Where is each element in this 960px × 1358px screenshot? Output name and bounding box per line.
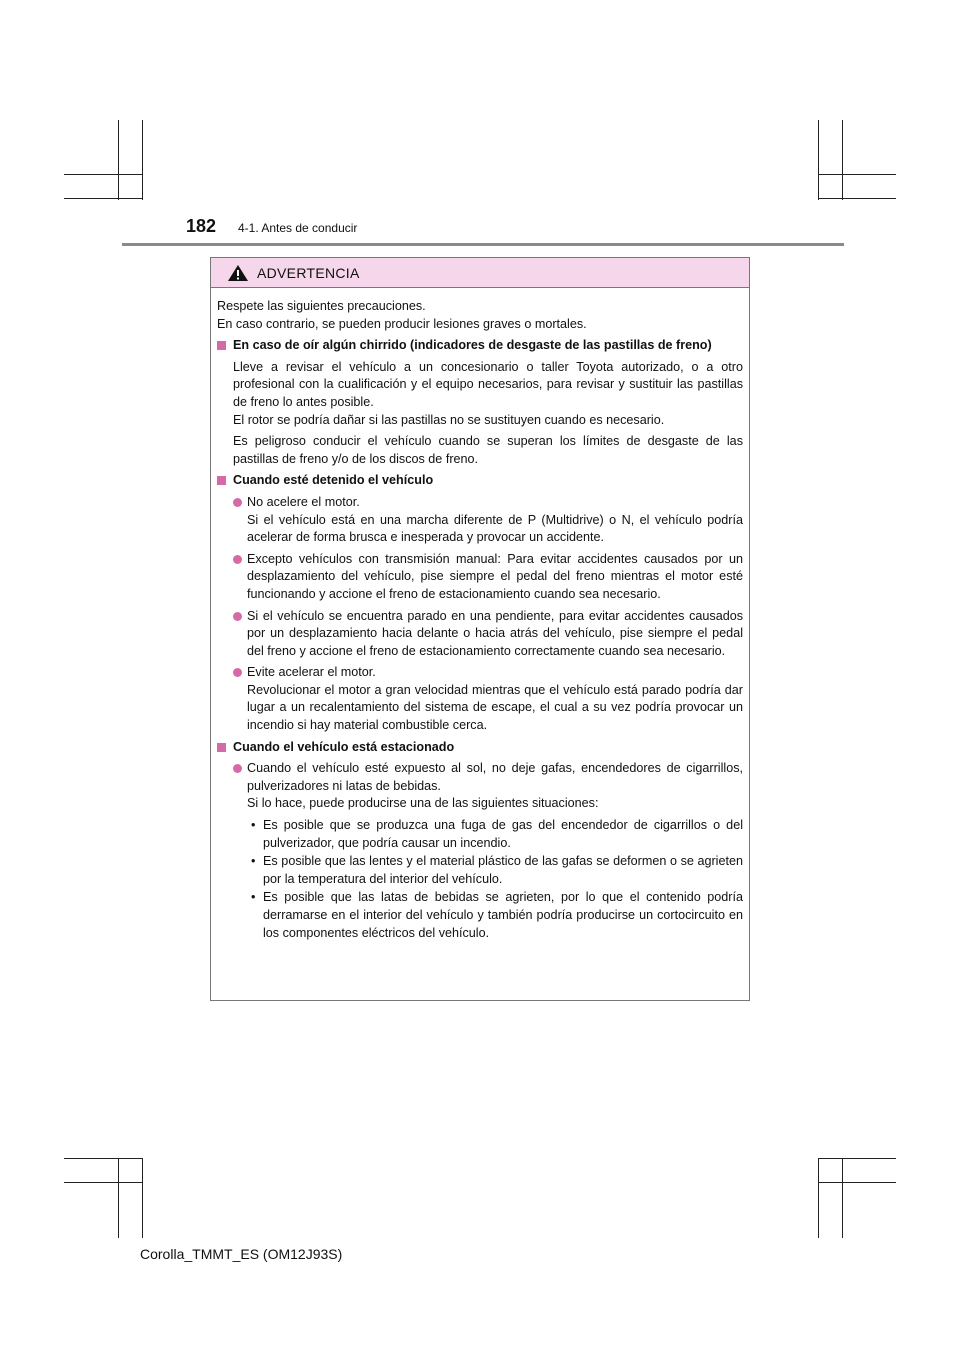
text: Es peligroso conducir el vehículo cuando se superan los límites de desgaste de las pastillas de freno y/o de los discos de freno. [233, 434, 743, 466]
text: Cuando el vehículo esté expuesto al sol, no deje gafas, encendedores de cigarrillos, pulverizadores ni latas de bebidas. [247, 761, 743, 793]
paragraph [217, 359, 743, 429]
text: Si el vehículo se encuentra parado en una pendiente, para evitar accidentes causados por un desplazamiento hacia delante o hacia atrás del vehículo, pise siempre el pedal del freno y accione el freno de estacionamiento correctamente cuando sea necesario. [247, 608, 743, 658]
intro-line: Respete las siguientes precauciones. [217, 299, 426, 313]
text: Es posible que las latas de bebidas se agrieten, por lo que el contenido podría derramarse en el interior del vehículo y también podría producirse un cortocircuito en los componentes eléctricos del vehículo. [263, 890, 743, 940]
crop-mark [142, 1158, 143, 1238]
warning-box [210, 257, 750, 1001]
square-bullet-icon [217, 341, 226, 350]
text: No acelere el motor. [247, 494, 360, 509]
section-heading-parked [217, 739, 743, 757]
crop-mark [64, 174, 142, 175]
crop-mark [818, 120, 819, 200]
paragraph [217, 433, 743, 468]
section-heading-stopped [217, 472, 743, 490]
text: Lleve a revisar el vehículo a un concesionario o taller Toyota autorizado, o a otro profesional con la cualificación y el equipo necesarios, para revisar y sustituir las pastillas de freno lo antes posible. [233, 359, 743, 409]
crop-mark [64, 1182, 142, 1183]
text: Evite acelerar el motor. [247, 665, 376, 680]
circle-bullet-icon [233, 764, 242, 773]
square-bullet-icon [217, 743, 226, 752]
header-rule [122, 243, 844, 246]
sub-list-item [217, 889, 743, 942]
crop-mark [842, 1158, 843, 1238]
sub-bullet: • [251, 854, 256, 869]
text: Revolucionar el motor a gran velocidad mientras que el vehículo está parado podría dar lugar a un recalentamiento del sistema de escape, el cual a su vez podría provocar un incendio si hay material combustible cerca. [247, 682, 743, 733]
crop-mark [142, 120, 143, 200]
page-number: 182 [186, 216, 217, 236]
square-bullet-icon [217, 476, 226, 485]
heading-text: Cuando el vehículo está estacionado [233, 739, 455, 754]
crop-mark [118, 120, 119, 200]
crop-mark [118, 1158, 119, 1238]
text: Si el vehículo está en una marcha diferente de P (Multidrive) o N, el vehículo podría acelerar de forma brusca e inesperada y provocar un accidente. [247, 512, 743, 545]
heading-text: En caso de oír algún chirrido (indicadores de desgaste de las pastillas de freno) [233, 338, 712, 353]
sub-list-item [217, 817, 743, 852]
sub-list-item [217, 853, 743, 888]
list-item [217, 760, 743, 813]
intro [217, 298, 743, 333]
crop-mark [842, 120, 843, 200]
text: Es posible que las lentes y el material plástico de las gafas se deformen o se agrieten por la temperatura del interior del vehículo. [263, 854, 743, 886]
text: Es posible que se produzca una fuga de gas del encendedor de cigarrillos o del pulverizador, que podría causar un incendio. [263, 818, 743, 850]
section-title: 4-1. Antes de conducir [238, 221, 358, 235]
sub-bullet: • [251, 818, 256, 833]
warning-title: ADVERTENCIA [257, 265, 360, 281]
circle-bullet-icon [233, 498, 242, 507]
section-heading-brake-pads [217, 337, 743, 355]
crop-mark [818, 1158, 819, 1238]
sub-bullet: • [251, 890, 256, 905]
warning-header [211, 258, 749, 288]
circle-bullet-icon [233, 612, 242, 621]
text: Si lo hace, puede producirse una de las siguientes situaciones: [247, 796, 599, 811]
text: Excepto vehículos con transmisión manual: Para evitar accidentes causados por un desplazamiento del vehículo, pise siempre el pedal del freno mientras el motor esté funcionando y accione el freno de estacionamiento cuando sea necesario. [247, 551, 743, 601]
crop-mark [818, 1158, 896, 1159]
list-item [217, 494, 743, 547]
circle-bullet-icon [233, 668, 242, 677]
circle-bullet-icon [233, 555, 242, 564]
heading-text: Cuando esté detenido el vehículo [233, 473, 434, 488]
crop-mark [64, 1158, 142, 1159]
crop-mark [818, 174, 896, 175]
list-item [217, 608, 743, 661]
crop-mark [818, 198, 896, 199]
footer-doc-id: Corolla_TMMT_ES (OM12J93S) [140, 1246, 343, 1262]
list-item [217, 664, 743, 734]
crop-mark [64, 198, 142, 199]
list-item [217, 551, 743, 604]
intro-line: En caso contrario, se pueden producir lesiones graves o mortales. [217, 316, 587, 331]
text: El rotor se podría dañar si las pastillas no se sustituyen cuando es necesario. [233, 412, 665, 427]
warning-triangle-icon [227, 264, 249, 282]
crop-mark [818, 1182, 896, 1183]
warning-content [217, 298, 743, 943]
